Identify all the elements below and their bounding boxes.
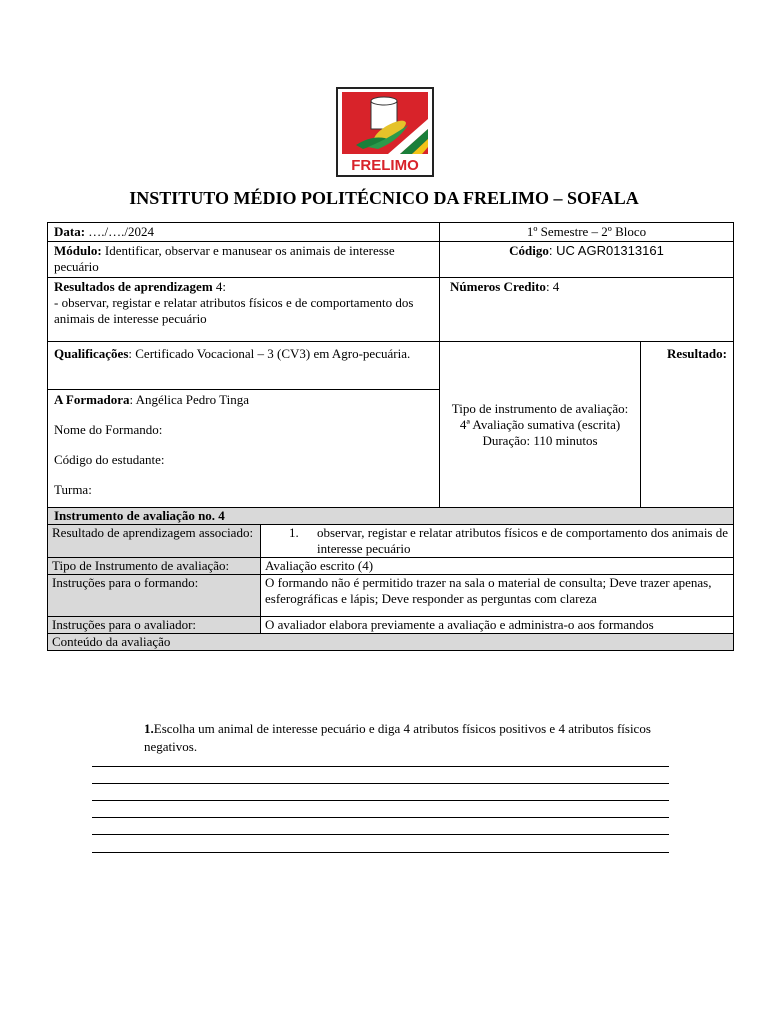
resultado-cell: Resultado:: [641, 342, 734, 508]
answer-line[interactable]: [92, 800, 669, 801]
instrumento-title: Instrumento de avaliação no. 4: [48, 508, 734, 525]
instrumento-value: 1. observar, registar e relatar atributos físicos e de comportamento dos animais de interesse pecuário: [261, 525, 734, 558]
turma-label: Turma:: [54, 482, 92, 497]
numeros-credito-cell: Números Credito: 4: [440, 278, 734, 342]
formadora-cell: A Formadora: Angélica Pedro Tinga Nome do Formando: Código do estudante: Turma:: [48, 390, 440, 508]
modulo-cell: Módulo: Identificar, observar e manusear os animais de interesse pecuário: [48, 242, 440, 278]
data-cell: Data: …./…./2024: [48, 223, 440, 242]
instrumento-label: Resultado de aprendizagem associado:: [48, 525, 261, 558]
instrumento-label: Tipo de Instrumento de avaliação:: [48, 558, 261, 575]
answer-line[interactable]: [92, 766, 669, 767]
instrumento-value: Avaliação escrito (4): [261, 558, 734, 575]
instrumento-table: [47, 507, 734, 651]
qualificacoes-cell: Qualificações: Certificado Vocacional – 3 (CV3) em Agro-pecuária.: [48, 342, 440, 390]
instrumento-label: Instruções para o avaliador:: [48, 617, 261, 634]
logo-text: FRELIMO: [351, 157, 419, 174]
resultados-cell: Resultados de aprendizagem 4: - observar, registar e relatar atributos físicos e de comportamento dos animais de interesse pecuário: [48, 278, 440, 342]
instrumento-value: O formando não é permitido trazer na sala o material de consulta; Deve trazer apenas, esferográficas e lápis; Deve responder as perguntas com clareza: [261, 575, 734, 617]
conteudo-avaliacao: Conteúdo da avaliação: [48, 634, 734, 651]
question-1: 1.Escolha um animal de interesse pecuário e diga 4 atributos físicos positivos e 4 atributos físicos negativos.: [144, 721, 651, 754]
answer-line[interactable]: [92, 783, 669, 784]
codigo-cell: Código: UC AGR01313161: [440, 242, 734, 278]
answer-line[interactable]: [92, 817, 669, 818]
header-table: [47, 222, 734, 508]
nome-formando-label: Nome do Formando:: [54, 422, 163, 437]
instrumento-value: O avaliador elabora previamente a avaliação e administra-o aos formandos: [261, 617, 734, 634]
frelimo-logo: [336, 87, 434, 177]
codigo-estudante-label: Código do estudante:: [54, 452, 165, 467]
answer-line[interactable]: [92, 852, 669, 853]
page-title: INSTITUTO MÉDIO POLITÉCNICO DA FRELIMO – SOFALA: [129, 188, 639, 208]
answer-line[interactable]: [92, 834, 669, 835]
semestre-cell: 1º Semestre – 2º Bloco: [440, 223, 734, 242]
tipo-instrumento-cell: Tipo de instrumento de avaliação: 4ª Avaliação sumativa (escrita) Duração: 110 minutos: [440, 342, 641, 508]
instrumento-label: Instruções para o formando:: [48, 575, 261, 617]
